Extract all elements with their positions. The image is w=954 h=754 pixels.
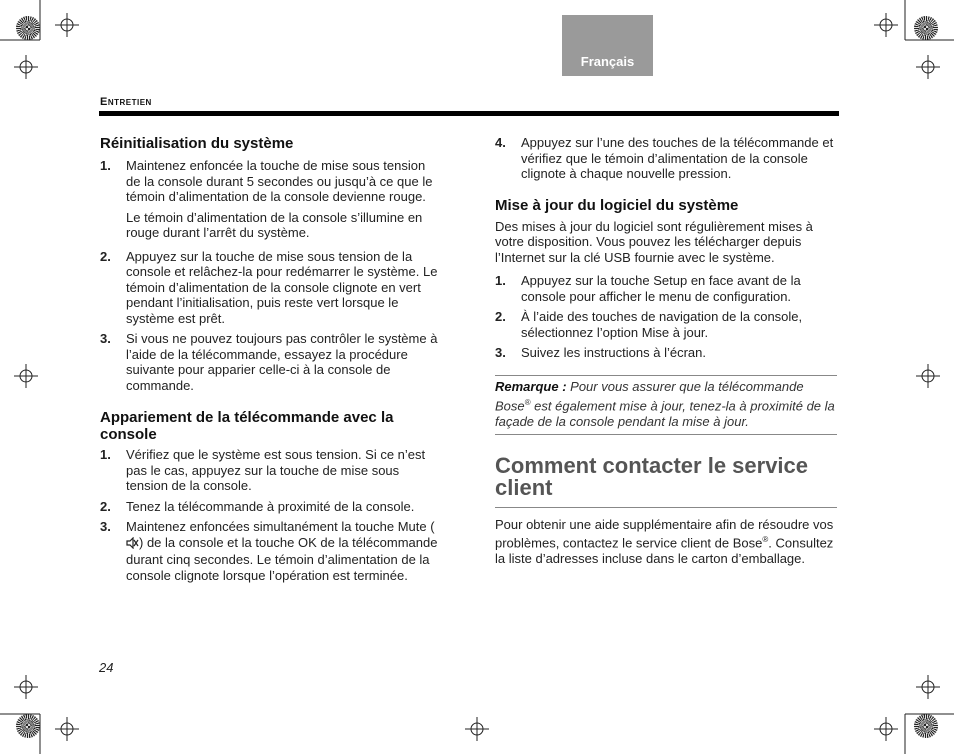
- step-number: 3.: [100, 519, 111, 534]
- step-number: 1.: [495, 273, 506, 288]
- registration-target: [14, 675, 38, 699]
- registration-target: [916, 364, 940, 388]
- registration-target: [916, 675, 940, 699]
- registered-mark: ®: [762, 535, 769, 545]
- registered-mark: ®: [524, 397, 531, 407]
- step-number: 2.: [495, 309, 506, 324]
- step-number: 1.: [100, 447, 111, 462]
- step-text-before: Maintenez enfoncées simultanément la touche Mute (: [126, 519, 435, 534]
- update-title: Mise à jour du logiciel du système: [495, 196, 739, 214]
- step-number: 2.: [100, 498, 111, 514]
- step-text: Appuyez sur la touche Setup en face avant de la console pour afficher le menu de configuration.: [521, 273, 801, 304]
- reset-title: Réinitialisation du système: [100, 135, 294, 152]
- page-number: 24: [99, 660, 114, 675]
- reset-step-1-note: Le témoin d’alimentation de la console s’illumine en rouge durant l’arrêt du système.: [126, 209, 423, 240]
- step-text: Maintenez enfoncée la touche de mise sous tension de la console durant 5 secondes ou jusqu’à ce que le témoin d’alimentation de la console devienne rouge.: [126, 158, 433, 204]
- contact-title: Comment contacter le service client: [495, 452, 809, 500]
- step-text: Vérifiez que le système est sous tension. Si ce n’est pas le cas, appuyez sur la touche de mise sous tension de la console.: [126, 447, 426, 493]
- section-label: Entretien: [100, 96, 152, 108]
- registration-target: [874, 717, 898, 741]
- step-number: 4.: [495, 135, 506, 150]
- step-text: À l’aide des touches de navigation de la console, sélectionnez l’option Mise à jour.: [521, 309, 803, 340]
- step-number: 2.: [100, 248, 111, 264]
- pairing-title: Appariement de la télécommande avec la console: [100, 409, 394, 443]
- contact-text-after: . Consultez la liste d’adresses incluse dans le carton d’emballage.: [495, 535, 834, 567]
- registration-target: [55, 13, 79, 37]
- step-number: 3.: [100, 331, 111, 346]
- registration-target: [14, 364, 38, 388]
- registration-target: [916, 55, 940, 79]
- step-text: Appuyez sur la touche de mise sous tension de la console et relâchez-la pour redémarrer le système. Le témoin d’alimentation de la console clignote en vert pendant l’initialisation, puis reste vert lorsque le système est prêt.: [126, 248, 438, 326]
- note-label: Remarque :: [495, 378, 567, 394]
- language-tab: Français: [562, 15, 653, 76]
- note-text-after: est également mise à jour, tenez-la à proximité de la façade de la console pendant la mise à jour.: [495, 397, 835, 429]
- registration-target: [874, 13, 898, 37]
- registration-target: [55, 717, 79, 741]
- contact-text-before: Pour obtenir une aide supplémentaire afin de résoudre vos problèmes, contactez le service client de Bose: [495, 516, 834, 551]
- step-text: Tenez la télécommande à proximité de la console.: [126, 498, 415, 514]
- step-number: 1.: [100, 158, 111, 173]
- registration-target: [14, 55, 38, 79]
- step-text: Suivez les instructions à l’écran.: [521, 345, 706, 360]
- step-text: Si vous ne pouvez toujours pas contrôler le système à l’aide de la télécommande, essayez la procédure suivante pour apparier celle-ci à la console de commande.: [126, 331, 438, 393]
- update-intro: Des mises à jour du logiciel sont régulièrement mises à votre disposition. Vous pouvez les télécharger depuis l’Internet sur la clé USB fournie avec le système.: [495, 218, 813, 265]
- step-text-after: ) de la console et la touche OK de la télécommande durant cinq secondes. Le témoin d’alimentation de la console clignote lorsque l’opération est terminée.: [126, 534, 438, 583]
- step-text: Appuyez sur l’une des touches de la télécommande et vérifiez que le témoin d’alimentation de la console clignote à chaque nouvelle pression.: [521, 135, 834, 181]
- registration-target: [465, 717, 489, 741]
- note-text-before: Pour vous assurer que la télécommande Bose: [495, 378, 804, 413]
- step-number: 3.: [495, 345, 506, 360]
